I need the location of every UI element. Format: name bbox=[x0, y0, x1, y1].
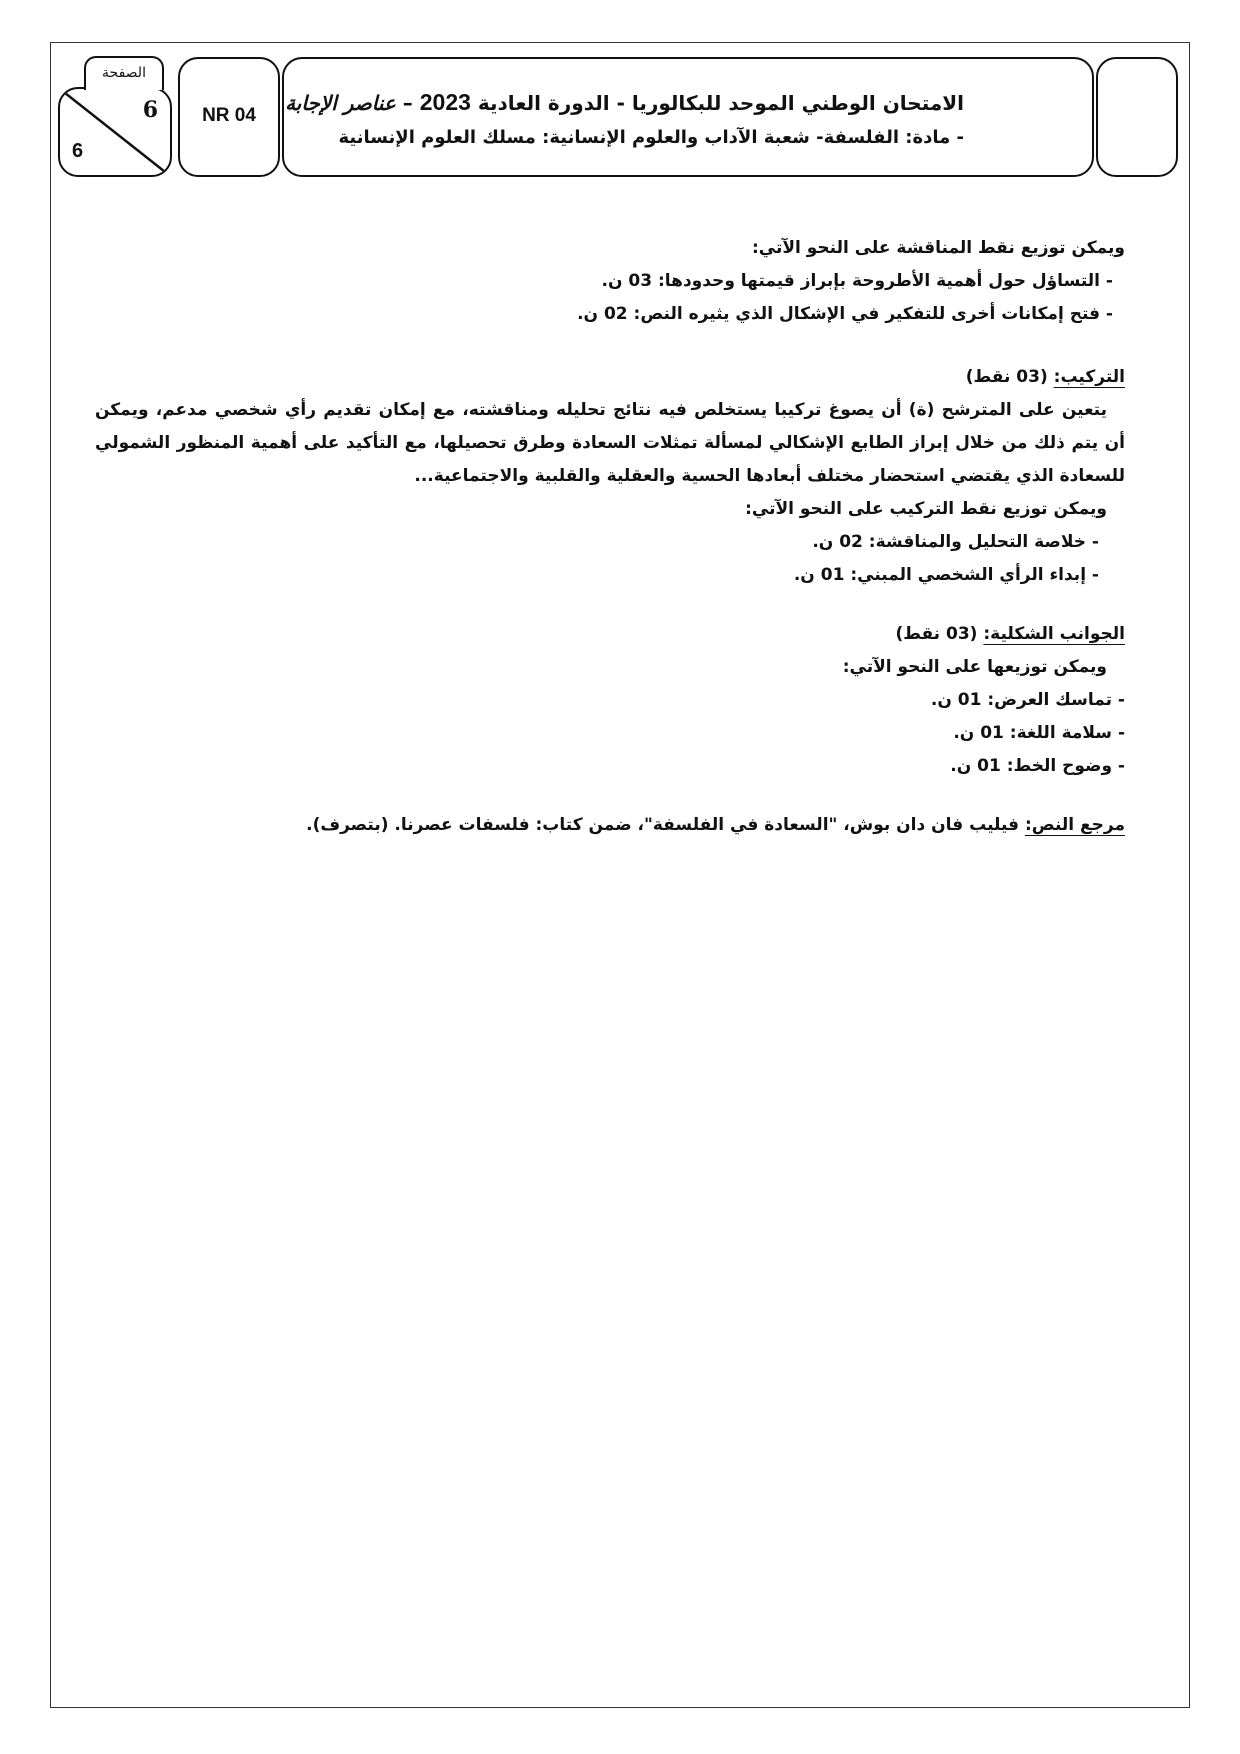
answer-content bbox=[95, 232, 1125, 842]
empty-header-box bbox=[1096, 57, 1178, 177]
formal-heading bbox=[95, 618, 1125, 651]
exam-year: 2023 bbox=[419, 89, 471, 115]
discussion-item: - التساؤل حول أهمية الأطروحة بإبراز قيمتها وحدودها: 03 ن. bbox=[601, 271, 1113, 291]
exam-subject: - مادة: الفلسفة- شعبة الآداب والعلوم الإنسانية: مسلك العلوم الإنسانية bbox=[338, 127, 964, 148]
synthesis-paragraph: يتعين على المترشح (ة) أن يصوغ تركيبا يستخلص فيه نتائج تحليله ومناقشته، مع إمكان تقديم رأي شخصي مدعم، ويمكن أن يتم ذلك من خلال إبراز الطابع الإشكالي لمسألة تمثلات السعادة وطرق تحصيلها، مع التأكيد على أهمية المنظور الشمولي للسعادة الذي يقتضي استحضار مختلف أبعادها الحسية والعقلية والقلبية والاجتماعية... bbox=[95, 400, 1125, 486]
reference-label: مرجع النص: bbox=[1024, 815, 1125, 835]
formal-title: الجوانب الشكلية: bbox=[983, 624, 1125, 644]
page-number-box bbox=[58, 87, 172, 177]
reference-text: فيليب فان دان بوش، "السعادة في الفلسفة"، ضمن كتاب: فلسفات عصرنا. (بتصرف). bbox=[306, 815, 1020, 835]
discussion-item: - فتح إمكانات أخرى للتفكير في الإشكال الذي يثيره النص: 02 ن. bbox=[577, 304, 1113, 324]
synthesis-item: - خلاصة التحليل والمناقشة: 02 ن. bbox=[812, 532, 1099, 552]
page-label: الصفحة bbox=[84, 56, 164, 90]
synthesis-intro: ويمكن توزيع نقط التركيب على النحو الآتي: bbox=[745, 499, 1107, 519]
exam-code: NR 04 bbox=[202, 105, 256, 126]
synthesis-heading bbox=[95, 361, 1125, 394]
formal-item: - وضوح الخط: 01 ن. bbox=[950, 756, 1125, 776]
synthesis-points: (03 نقط) bbox=[965, 367, 1048, 387]
exam-code-box bbox=[178, 57, 280, 177]
exam-title bbox=[285, 89, 964, 116]
synthesis-title: التركيب: bbox=[1053, 367, 1125, 387]
page-total: 6 bbox=[72, 140, 84, 162]
text-reference bbox=[95, 809, 1125, 842]
synthesis-item: - إبداء الرأي الشخصي المبني: 01 ن. bbox=[793, 565, 1099, 585]
formal-intro: ويمكن توزيعها على النحو الآتي: bbox=[842, 657, 1107, 677]
formal-item: - سلامة اللغة: 01 ن. bbox=[953, 723, 1125, 743]
page-current: 6 bbox=[142, 97, 158, 123]
formal-item: - تماسك العرض: 01 ن. bbox=[930, 690, 1125, 710]
answer-elements-label: عناصر الإجابة bbox=[285, 91, 396, 115]
formal-points: (03 نقط) bbox=[895, 624, 978, 644]
exam-title-prefix: الامتحان الوطني الموحد للبكالوريا - الدورة العادية bbox=[477, 91, 964, 115]
title-dash: – bbox=[402, 91, 413, 115]
discussion-intro: ويمكن توزيع نقط المناقشة على النحو الآتي: bbox=[751, 238, 1125, 258]
exam-title-box bbox=[282, 57, 1094, 177]
